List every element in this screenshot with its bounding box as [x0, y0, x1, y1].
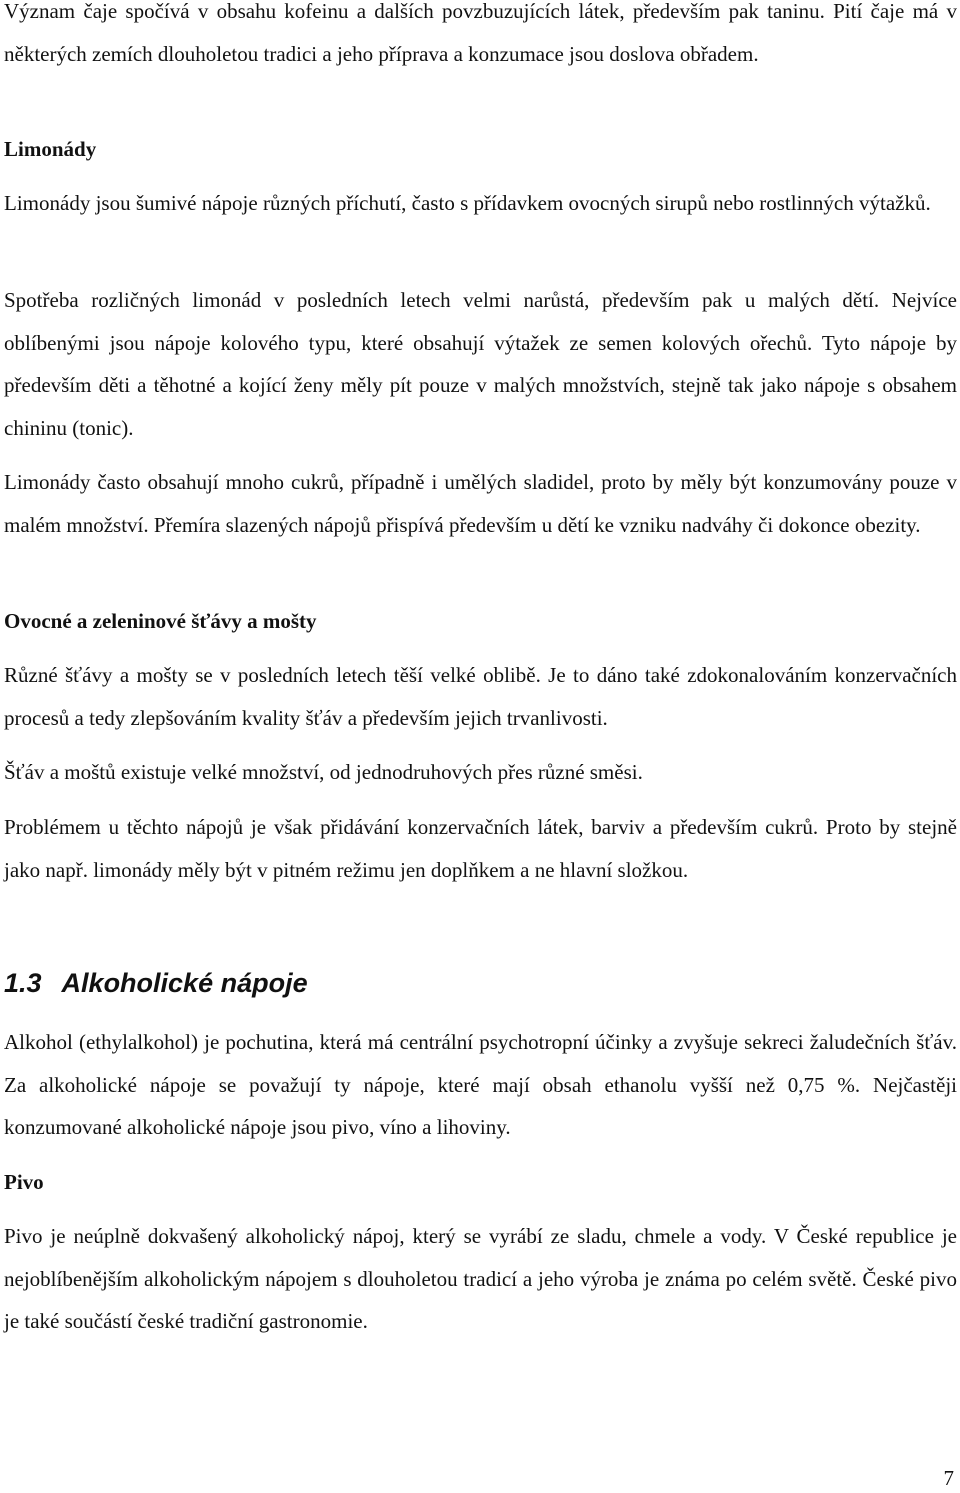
paragraph-tea-significance: Význam čaje spočívá v obsahu kofeinu a dalších povzbuzujících látek, především pak taninu. Pití čaje má v některých zemích dlouholetou tradici a jeho příprava a konzumace jsou doslova obřadem.: [4, 0, 957, 66]
chapter-title: Alkoholické nápoje: [61, 968, 308, 998]
chapter-number: 1.3: [4, 968, 42, 998]
paragraph-limonady-definition: Limonády jsou šumivé nápoje různých příchutí, často s přídavkem ovocných sirupů nebo rostlinných výtažků.: [4, 191, 931, 215]
paragraph-limonady-consumption: Spotřeba rozličných limonád v posledních letech velmi narůstá, především pak u malých dětí. Nejvíce oblíbenými jsou nápoje kolového typu, které obsahují výtažek ze semen kolových ořechů. Tyto nápoje by především děti a těhotné a kojící ženy měly pít pouze v malých množstvích, stejně tak jako nápoje s obsahem chininu (tonic).: [4, 288, 957, 440]
paragraph-stavy-variety: Šťáv a moštů existuje velké množství, od jednodruhových přes různé směsi.: [4, 760, 643, 784]
paragraph-pivo-definition: Pivo je neúplně dokvašený alkoholický nápoj, který se vyrábí ze sladu, chmele a vody. V České republice je nejoblíbenějším alkoholickým nápojem s dlouholetou tradicí a jeho výroba je známa po celém světě. České pivo je také součástí české tradiční gastronomie.: [4, 1224, 957, 1333]
paragraph-alcohol-definition: Alkohol (ethylalkohol) je pochutina, která má centrální psychotropní účinky a zvyšuje sekreci žaludečních šťáv. Za alkoholické nápoje se považují ty nápoje, které mají obsah ethanolu vyšší než 0,75 %. Nejčastěji konzumované alkoholické nápoje jsou pivo, víno a lihoviny.: [4, 1030, 957, 1139]
paragraph-limonady-sugar: Limonády často obsahují mnoho cukrů, případně i umělých sladidel, proto by měly být konzumovány pouze v malém množství. Přemíra slazených nápojů přispívá především u dětí ke vzniku nadváhy či dokonce obezity.: [4, 470, 957, 537]
paragraph-stavy-popularity: Různé šťávy a mošty se v posledních letech těší velké oblibě. Je to dáno také zdokonalováním konzervačních procesů a tedy zlepšováním kvality šťáv a především jejich trvanlivosti.: [4, 663, 957, 730]
heading-stavy-mosty: Ovocné a zeleninové šťávy a mošty: [4, 609, 317, 633]
heading-pivo: Pivo: [4, 1170, 44, 1194]
heading-limonady: Limonády: [4, 137, 97, 161]
chapter-heading: [4, 966, 308, 1000]
paragraph-stavy-problems: Problémem u těchto nápojů je však přidávání konzervačních látek, barviv a především cukrů. Proto by stejně jako např. limonády měly být v pitném režimu jen doplňkem a ne hlavní složkou.: [4, 815, 957, 882]
page-number: 7: [943, 1466, 954, 1490]
